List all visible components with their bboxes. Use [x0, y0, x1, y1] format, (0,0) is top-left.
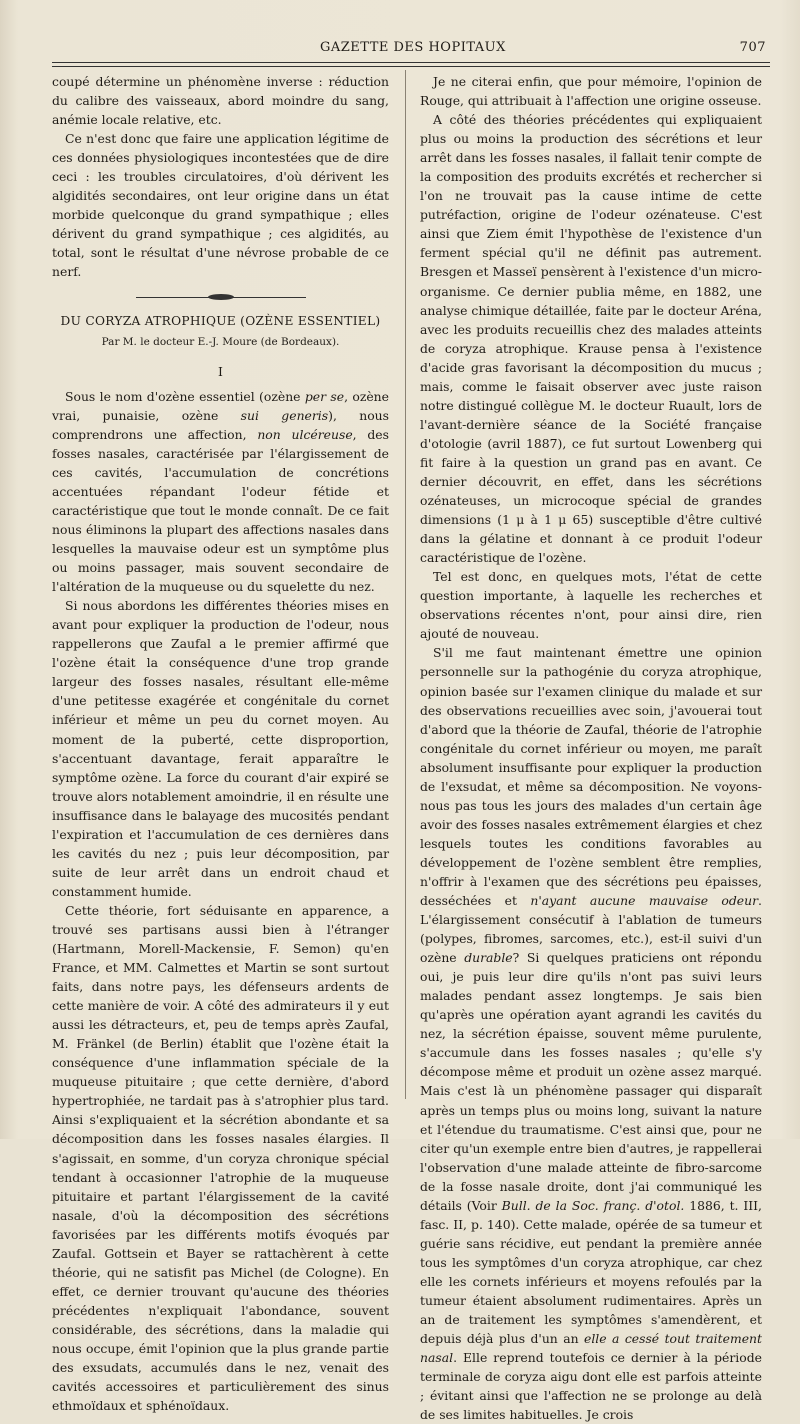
- text-run: , des fosses nasales, caractérisée par l'élargissement de ces cavités, l'accumulation de concrétions accentuées répandant l'odeur fétide et caractéristique que tout le monde connaît. De ce fait nous éliminons la plupart des affections nasales dans lesquelles la mauvaise odeur est un symptôme plus ou moins passager, mais souvent secondaire de l'altération de la muqueuse ou du squelette du nez.: [52, 426, 389, 595]
- paragraph: coupé détermine un phénomène inverse : réduction du calibre des vaisseaux, abord moindre du sang, anémie locale relative, etc.: [52, 74, 389, 128]
- paragraph: Tel est donc, en quelques mots, l'état de cette question importante, à laquelle les recherches et observations récentes n'ont, pour ainsi dire, rien ajouté de nouveau.: [420, 569, 762, 642]
- italic-run: n'ayant aucune mauvaise odeur: [530, 893, 759, 909]
- text-run: 1886, t. III, fasc. II, p. 140). Cette malade, opérée de sa tumeur et guérie sans récidive, eut pendant la première année tous les symptômes d'un coryza atrophique, car chez elle les cornets inférieurs et moyens refoulés par la tumeur étaient absolument rudimentaires. Après un an de traitement les symptômes s'amendèrent, et depuis déjà plus d'un an: [420, 1197, 762, 1347]
- section-separator: [136, 294, 306, 300]
- text-run: , ozène vrai, punaisie, ozène: [52, 388, 389, 423]
- column-divider: [405, 70, 406, 1099]
- paragraph: Je ne citerai enfin, que pour mémoire, l'opinion de Rouge, qui attribuait à l'affection une origine osseuse.: [420, 74, 762, 109]
- italic-run: elle a cessé tout traitement nasal: [420, 1331, 762, 1366]
- text-run: Sous le nom d'ozène essentiel (ozène: [65, 388, 305, 404]
- right-column: [420, 72, 762, 1424]
- journal-title: GAZETTE DES HOPITAUX: [320, 40, 506, 55]
- text-run: . L'élargissement consécutif à l'ablation de tumeurs (polypes, fibromes, sarcomes, etc.), est-il suivi d'un ozène: [420, 893, 762, 966]
- text-run: . Elle reprend toutefois ce dernier à la période terminale de coryza aigu dont elle est parfois atteinte ; évitant ainsi que l'affection ne se prolonge au delà de ses limites habituelles. Je crois: [420, 1350, 762, 1423]
- italic-run: sui generis: [240, 407, 329, 423]
- article-author: Par M. le docteur E.-J. Moure (de Bordeaux).: [101, 335, 340, 348]
- paragraph: Si nous abordons les différentes théories mises en avant pour expliquer la production de l'odeur, nous rappellerons que Zaufal a le premier affirmé que l'ozène était la conséquence d'une trop grande largeur des fosses nasales, résultant elle-même d'une petitesse exagérée et congénitale du cornet inférieur et même un peu du cornet moyen. Au moment de la puberté, cette disproportion, s'accentuant davantage, ferait apparaître le symptôme ozène. La force du courant d'air expiré se trouve alors notablement amoindrie, il en résulte une insuffisance dans le balayage des mucosités pendant l'expiration et l'accumulation de ces dernières dans les cavités du nez ; puis leur décomposition, par suite de leur arrêt dans un endroit chaud et constamment humide.: [52, 598, 389, 899]
- italic-run: per se: [304, 388, 345, 404]
- section-number: I: [218, 363, 223, 379]
- left-column: [52, 72, 389, 1415]
- italic-run: Bull. de la Soc. franç. d'otol.: [501, 1197, 685, 1213]
- header-rule-thin: [52, 66, 770, 67]
- paragraph: Ce n'est donc que faire une application légitime de ces données physiologiques incontestées que de dire ceci : les troubles circulatoires, d'où dérivent les algidités secondaires, ont leur origine dans un état morbide quelconque du grand sympathique ; elles dérivent du grand sympathique ; ces algidités, au total, sont le résultat d'une névrose probable de ce nerf.: [52, 131, 389, 280]
- header-rule-thick: [52, 62, 770, 63]
- article-title: DU CORYZA ATROPHIQUE (OZÈNE ESSENTIEL): [60, 313, 381, 328]
- running-header: [52, 40, 770, 60]
- paragraph: A côté des théories précédentes qui expliquaient plus ou moins la production des sécrétions et leur arrêt dans les fosses nasales, il fallait tenir compte de la composition des produits excrétés et rechercher si l'on ne trouvait pas la cause intime de cette putréfaction, origine de l'odeur ozénateuse. C'est ainsi que Ziem émit l'hypothèse de l'existence d'un ferment spécial qu'il ne définit pas autrement. Bresgen et Masseï pensèrent à l'existence d'un micro-organisme. Ce dernier publia même, en 1882, une analyse chimique détaillée, faite par le docteur Aréna, avec les produits recueillis chez des malades atteints de coryza atrophique. Krause pensa à l'existence d'acide gras favorisant la décomposition du mucus ; mais, comme le faisait observer avec juste raison notre distingué collègue M. le docteur Ruault, lors de l'avant-dernière séance de la Société française d'otologie (avril 1887), ce fut surtout Lowenberg qui fit faire à la question un grand pas en avant. Ce dernier découvrit, en effet, dans les sécrétions ozénateuses, un microcoque spécial de grandes dimensions (1 μ à 1 μ 65) susceptible d'être cultivé dans la gélatine et donnant à ce produit l'odeur caractéristique de l'ozène.: [420, 112, 762, 566]
- text-run: S'il me faut maintenant émettre une opinion personnelle sur la pathogénie du coryza atrophique, opinion basée sur l'examen clinique du malade et sur des observations recueillies avec soin, j'avouerai tout d'abord que la théorie de Zaufal, théorie de l'atrophie congénitale du cornet inférieur ou moyen, me paraît absolument insuffisante pour expliquer la production de l'exsudat, et même sa décomposition. Ne voyons-nous pas tous les jours des malades d'un certain âge avoir des fosses nasales extrêmement élargies et chez lesquels toutes les conditions favorables au développement de l'ozène semblent être remplies, n'offrir à l'examen que des sécrétions peu épaisses, desséchées et: [420, 645, 762, 909]
- italic-run: durable: [464, 950, 513, 966]
- paragraph: [420, 643, 762, 1424]
- text-run: ? Si quelques praticiens ont répondu oui, je puis leur dire qu'ils n'ont pas suivi leurs malades pendant assez longtemps. Je sais bien qu'après une opération ayant agrandi les cavités du nez, la sécrétion épaisse, souvent même purulente, s'accumule dans les fosses nasales ; qu'elle s'y décompose même et produit un ozène assez marqué. Mais c'est là un phénomène passager qui disparaît après un temps plus ou moins long, suivant la nature et l'étendue du traumatisme. C'est ainsi que, pour ne citer qu'un exemple entre bien d'autres, je rappellerai l'observation d'une malade atteinte de fibro-sarcome de la fosse nasale droite, dont j'ai communiqué les détails (Voir: [420, 950, 762, 1213]
- text-run: ), nous comprendrons une affection,: [52, 407, 390, 442]
- paragraph: Cette théorie, fort séduisante en apparence, a trouvé ses partisans aussi bien à l'étranger (Hartmann, Morell-Mackensie, F. Semon) qu'en France, et MM. Calmettes et Martin se sont surtout faits, dans notre pays, les défenseurs ardents de cette manière de voir. A côté des admirateurs il y eut aussi les détracteurs, et, peu de temps après Zaufal, M. Fränkel (de Berlin) établit que l'ozène était la conséquence d'une inflammation spéciale de la muqueuse pituitaire ; que cette dernière, d'abord hypertrophiée, ne tardait pas à s'atrophier plus tard. Ainsi s'expliquaient et la sécrétion abondante et sa décomposition dans les fosses nasales élargies. Il s'agissait, en somme, d'un coryza chronique spécial tendant à occasionner l'atrophie de la muqueuse pituitaire et partant l'élargissement de la cavité nasale, d'où la décomposition des sécrétions favorisées par les différents motifs évoqués par Zaufal. Gottsein et Bayer se rattachèrent à cette théorie, qui ne satisfit pas Michel (de Cologne). En effet, ce dernier trouvant qu'aucune des théories précédentes n'expliquait l'abondance, souvent considérable, des sécrétions, dans la maladie qui nous occupe, émit l'opinion que la plus grande partie des exsudats, accumulés dans le nez, venait des cavités accessoires et particulièrement des sinus ethmoïdaux et sphénoïdaux.: [52, 902, 389, 1414]
- paragraph: [52, 387, 389, 597]
- page-number: 707: [739, 40, 766, 55]
- italic-run: non ulcéreuse: [257, 426, 353, 442]
